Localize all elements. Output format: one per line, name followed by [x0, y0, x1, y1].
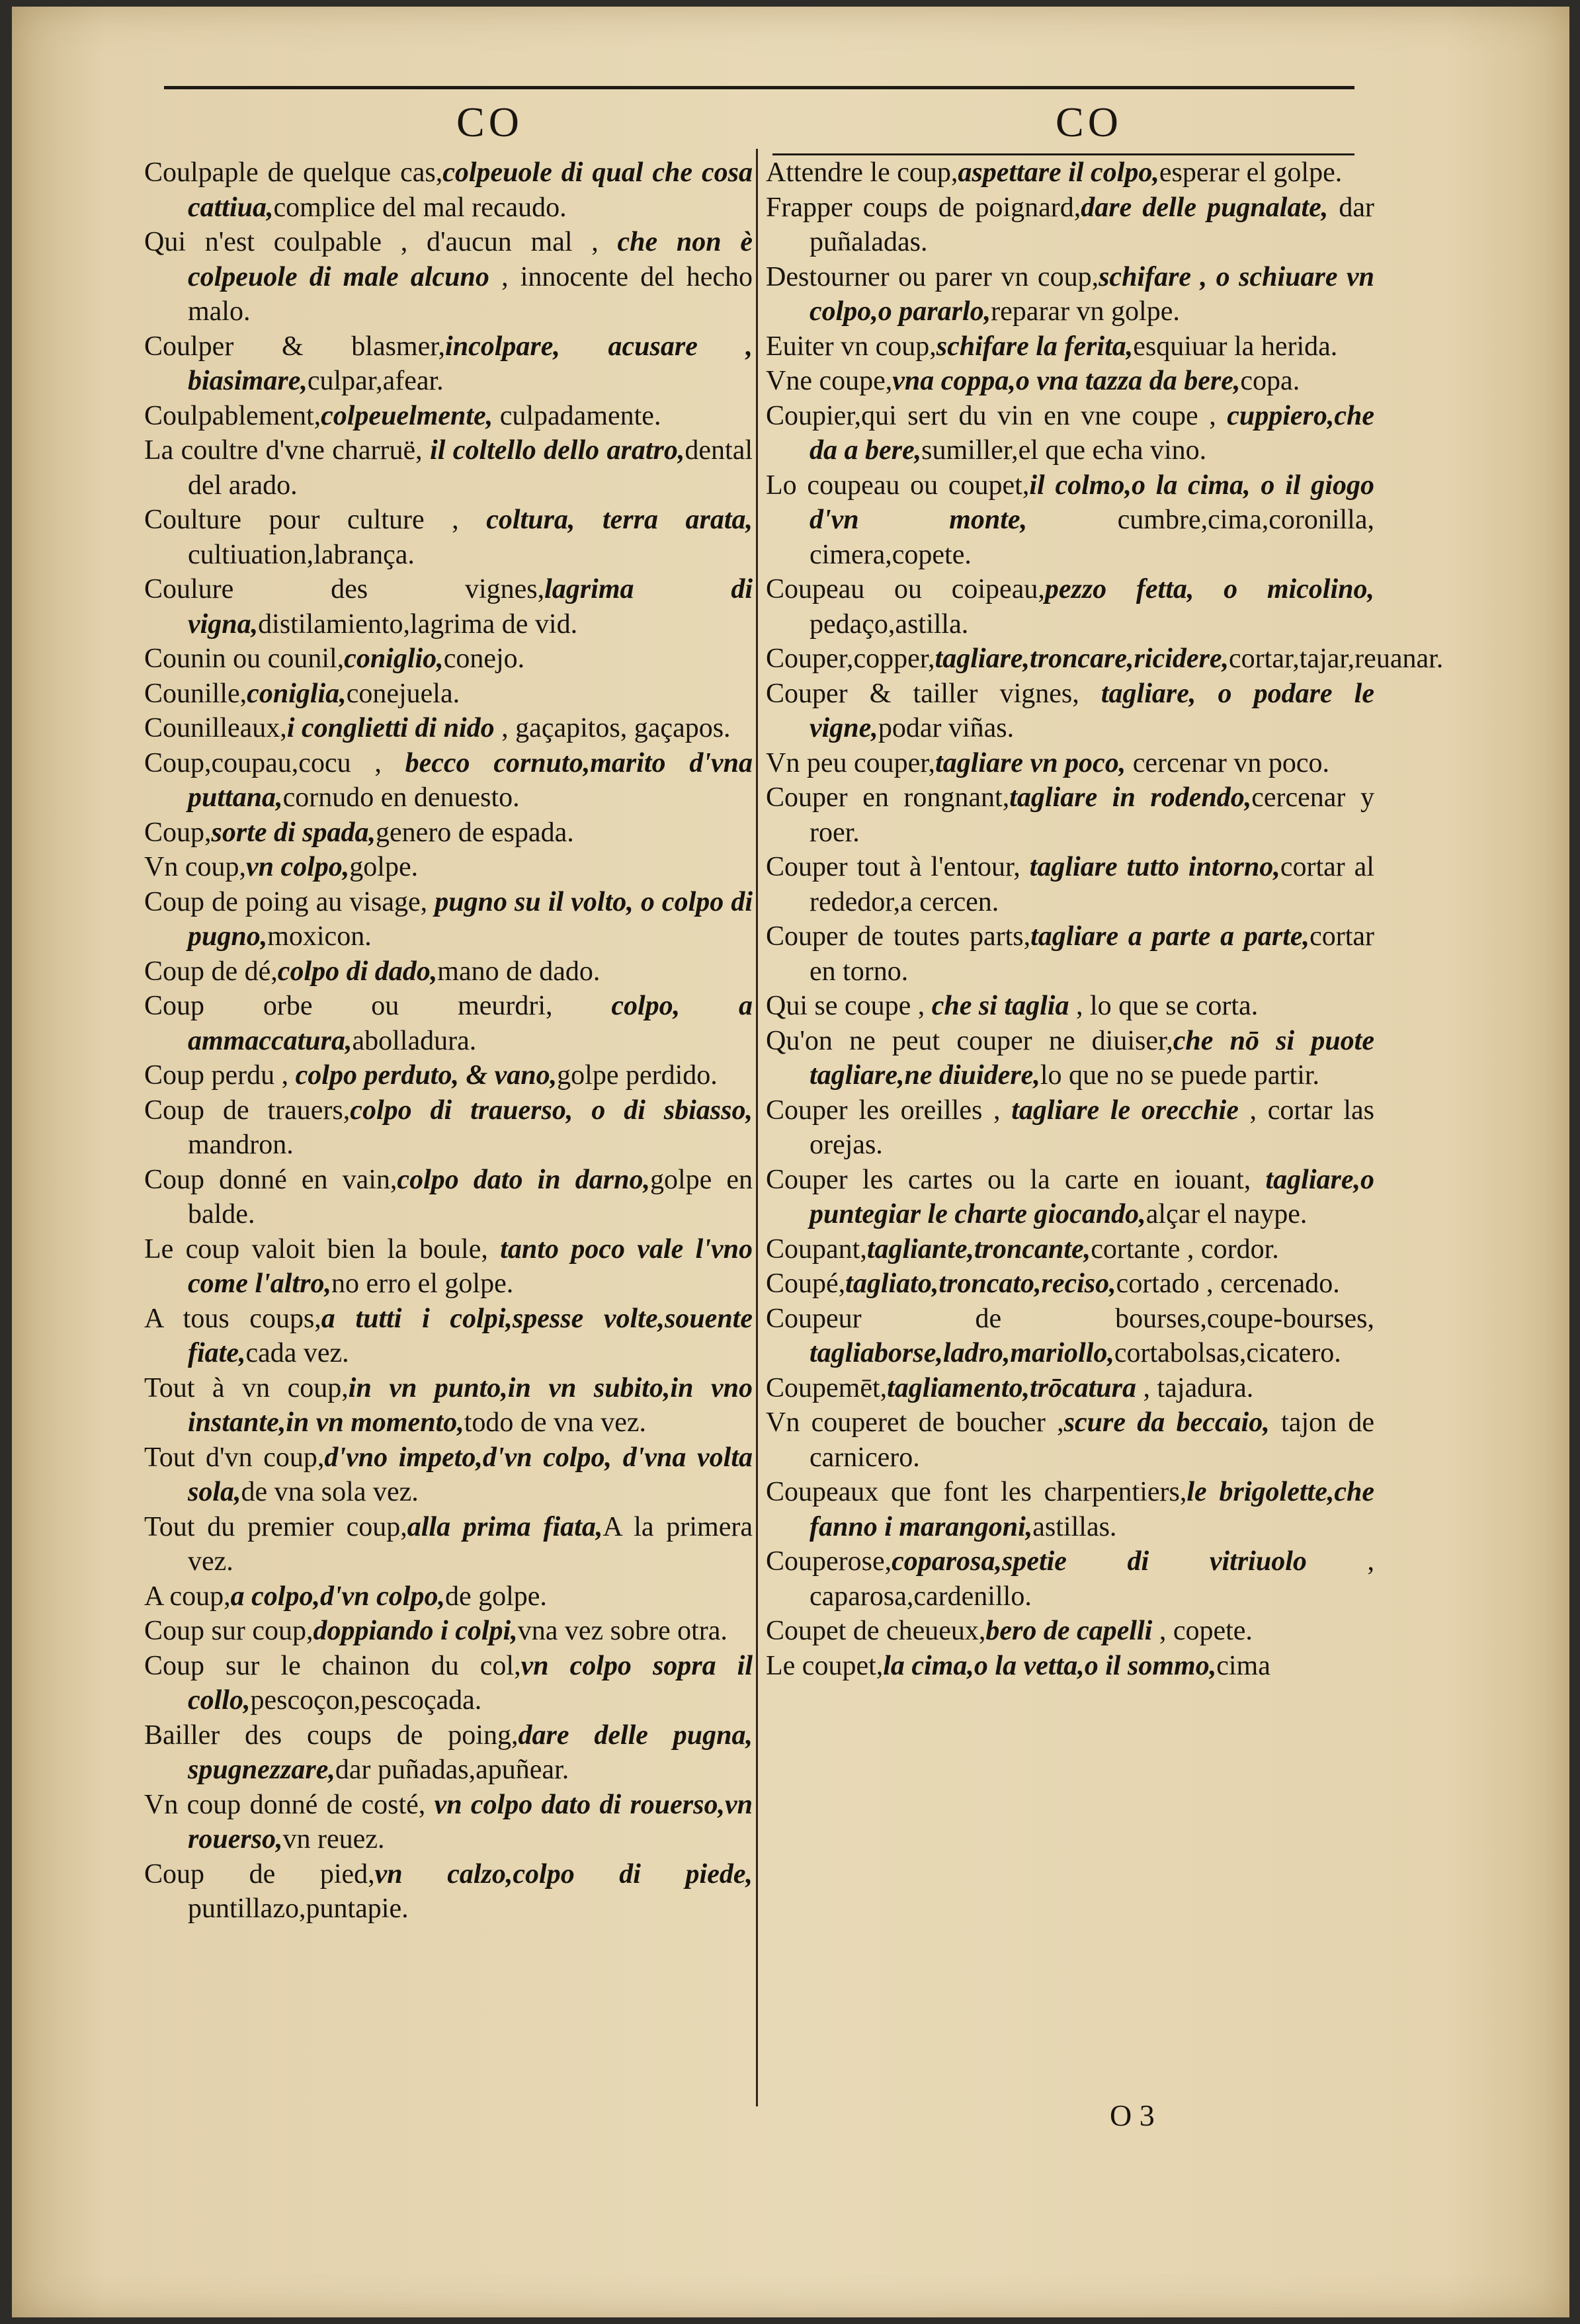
- dictionary-entry: [144, 225, 753, 329]
- entry-spanish: conejo.: [443, 643, 525, 674]
- entry-spanish: todo de vna vez.: [464, 1407, 646, 1438]
- dictionary-entry: [144, 1788, 753, 1857]
- entry-spanish: vna vez sobre otra.: [517, 1616, 728, 1646]
- entry-italian: cuppiero,che da a bere,: [810, 400, 1374, 466]
- entry-spanish: dar puñaladas.: [810, 192, 1374, 257]
- entry-italian: tagliaborse,ladro,mariollo,: [810, 1338, 1114, 1368]
- entry-italian: il coltello dello aratro,: [430, 435, 685, 466]
- running-head-right: CO: [1056, 99, 1122, 145]
- entry-spanish: dar puñadas,apuñear.: [335, 1755, 569, 1785]
- entry-italian: tagliare vn poco,: [935, 747, 1126, 778]
- entry-italian: colpeuole di qual che cosa cattiua,: [188, 157, 753, 223]
- entry-spanish: cercenar y roer.: [810, 782, 1374, 848]
- entry-italian: incolpare, acusare , biasimare,: [188, 331, 753, 396]
- entry-headword: Counin ou counil,: [144, 643, 345, 674]
- entry-italian: d'vno impeto,d'vn colpo, d'vna volta sola,: [188, 1442, 753, 1507]
- entry-headword: Vn coup,: [144, 852, 246, 882]
- entry-spanish: de golpe.: [444, 1581, 547, 1612]
- entry-spanish: moxicon.: [267, 921, 372, 952]
- dictionary-entry: [766, 642, 1444, 677]
- entry-italian: pezzo fetta, o micolino,: [1044, 574, 1374, 604]
- dictionary-entry: [766, 1544, 1374, 1614]
- entry-spanish: golpe perdido.: [557, 1060, 718, 1091]
- entry-spanish: alçar el naype.: [1145, 1199, 1308, 1229]
- entry-headword: Coup de poing au visage,: [144, 886, 435, 917]
- entry-italian: vn calzo,colpo di piede,: [374, 1858, 753, 1889]
- entry-spanish: culpadamente.: [493, 400, 661, 431]
- entry-headword: Coup sur coup,: [144, 1616, 313, 1646]
- entry-italian: schifare la ferita,: [936, 331, 1134, 362]
- dictionary-entry: [144, 1163, 753, 1232]
- dictionary-entry: [766, 1405, 1374, 1475]
- left-column: [144, 155, 753, 1927]
- entry-headword: Coulure des vignes,: [144, 574, 545, 604]
- entry-headword: Coupeur de bourses,coupe-bourses,: [766, 1303, 1374, 1334]
- entry-spanish: cima: [1216, 1650, 1270, 1681]
- entry-italian: vn colpo sopra il collo,: [188, 1650, 753, 1716]
- entry-italian: alla prima fiata,: [407, 1511, 603, 1542]
- entry-italian: tanto poco vale l'vno come l'altro,: [188, 1233, 753, 1299]
- right-column: [766, 155, 1444, 1683]
- entry-headword: Counilleaux,: [144, 713, 287, 743]
- entry-headword: Coup perdu ,: [144, 1060, 296, 1091]
- entry-spanish: , innocente del hecho malo.: [188, 261, 753, 327]
- entry-headword: Vne coupe,: [766, 366, 893, 396]
- dictionary-entry: [766, 1649, 1374, 1684]
- entry-italian: tagliante,troncante,: [866, 1233, 1091, 1265]
- dictionary-entry: [766, 1266, 1374, 1302]
- dictionary-entry: [144, 1649, 753, 1718]
- entry-spanish: copa.: [1240, 366, 1300, 396]
- entry-spanish: cortar,tajar,reuanar.: [1229, 643, 1444, 674]
- dictionary-entry: [766, 780, 1374, 850]
- entry-spanish: distilamiento,lagrima de vid.: [258, 608, 578, 640]
- entry-spanish: mandron.: [188, 1130, 294, 1160]
- entry-italian: dare delle pugnalate,: [1081, 192, 1329, 223]
- entry-headword: Coulper & blasmer,: [144, 331, 446, 362]
- dictionary-entry: [144, 1058, 753, 1093]
- entry-headword: Coulpablement,: [144, 400, 321, 431]
- dictionary-entry: [144, 1718, 753, 1788]
- entry-headword: Couper de toutes parts,: [766, 921, 1031, 952]
- dictionary-entry: [766, 1163, 1374, 1232]
- entry-italian: colpo di trauerso, o di sbiasso,: [350, 1095, 753, 1126]
- dictionary-entry: [144, 989, 753, 1058]
- entry-italian: coniglia,: [247, 678, 347, 709]
- entry-spanish: golpe en balde.: [188, 1164, 753, 1229]
- dictionary-entry: [144, 850, 753, 885]
- entry-spanish: complice del mal recaudo.: [273, 192, 567, 223]
- entry-headword: Coup de pied,: [144, 1858, 375, 1889]
- entry-spanish: no erro el golpe.: [331, 1268, 514, 1299]
- dictionary-entry: [766, 850, 1374, 919]
- entry-headword: La coultre d'vne charruë,: [144, 435, 431, 466]
- dictionary-entry: [144, 815, 753, 851]
- entry-headword: Vn coup donné de costé,: [144, 1789, 435, 1820]
- dictionary-entry: [144, 1614, 753, 1649]
- entry-headword: Coupet de cheueux,: [766, 1616, 986, 1646]
- entry-headword: Euiter vn coup,: [766, 331, 936, 362]
- dictionary-entry: [144, 503, 753, 572]
- dictionary-entry: [144, 329, 753, 399]
- entry-headword: Destourner ou parer vn coup,: [766, 261, 1099, 292]
- entry-spanish: esquiuar la herida.: [1133, 331, 1338, 362]
- entry-spanish: cada vez.: [245, 1338, 349, 1368]
- dictionary-entry: [766, 746, 1374, 781]
- entry-headword: Coupeau ou coipeau,: [766, 574, 1045, 604]
- dictionary-entry: [766, 1024, 1374, 1093]
- book-page: [12, 7, 1569, 2317]
- entry-italian: pugno su il volto, o colpo di pugno,: [188, 886, 753, 952]
- entry-spanish: golpe.: [349, 852, 419, 882]
- entry-spanish: vn reuez.: [282, 1824, 385, 1854]
- entry-italian: schifare , o schiuare vn colpo,o pararlo,: [810, 261, 1374, 327]
- entry-spanish: genero de espada.: [376, 817, 574, 848]
- dictionary-entry: [766, 1232, 1374, 1267]
- dictionary-entry: [766, 1614, 1374, 1649]
- entry-italian: tagliare le orecchie: [1011, 1095, 1239, 1126]
- entry-headword: Frapper coups de poignard,: [766, 192, 1081, 223]
- dictionary-entry: [144, 711, 753, 746]
- column-divider: [756, 149, 758, 2106]
- dictionary-entry: [144, 1302, 753, 1371]
- entry-headword: Coupeaux que font les charpentiers,: [766, 1477, 1187, 1507]
- dictionary-entry: [766, 468, 1374, 573]
- entry-spanish: cumbre,cima,coronilla, cimera,copete.: [810, 505, 1374, 570]
- entry-headword: Vn couperet de boucher ,: [766, 1407, 1064, 1438]
- entry-headword: Lo coupeau ou coupet,: [766, 470, 1030, 501]
- entry-italian: dare delle pugna, spugnezzare,: [188, 1720, 753, 1785]
- entry-italian: a colpo,d'vn colpo,: [230, 1581, 445, 1612]
- entry-headword: Coup sur le chainon du col,: [144, 1650, 521, 1681]
- dictionary-entry: [144, 1440, 753, 1510]
- entry-headword: Le coup valoit bien la boule,: [144, 1233, 501, 1265]
- entry-italian: doppiando i colpi,: [313, 1616, 518, 1646]
- entry-italian: bero de capelli: [985, 1616, 1153, 1646]
- entry-headword: Tout du premier coup,: [144, 1511, 407, 1542]
- dictionary-entry: [766, 329, 1374, 364]
- entry-spanish: astillas.: [1032, 1511, 1117, 1542]
- entry-italian: scure da beccaio,: [1063, 1407, 1270, 1438]
- dictionary-entry: [144, 433, 753, 503]
- entry-italian: colpo di dado,: [277, 956, 438, 987]
- entry-spanish: mano de dado.: [437, 956, 601, 987]
- dictionary-entry: [766, 399, 1374, 468]
- entry-italian: tagliare,o puntegiar le charte giocando,: [810, 1164, 1374, 1229]
- entry-italian: coniglio,: [344, 643, 444, 674]
- entry-spanish: cortar al rededor,a cercen.: [810, 852, 1374, 917]
- entry-headword: Couper en rongnant,: [766, 782, 1010, 813]
- entry-headword: Couper,copper,: [766, 643, 935, 674]
- dictionary-entry: [144, 954, 753, 989]
- entry-italian: tagliare tutto intorno,: [1029, 852, 1280, 882]
- entry-headword: Coupant,: [766, 1233, 867, 1265]
- dictionary-entry: [144, 399, 753, 434]
- entry-headword: Couperose,: [766, 1546, 892, 1577]
- entry-italian: coparosa,spetie di vitriuolo: [892, 1546, 1307, 1577]
- entry-headword: Coup orbe ou meurdri,: [144, 991, 612, 1021]
- entry-italian: becco cornuto,marito d'vna puttana,: [188, 747, 753, 813]
- entry-spanish: pedaço,astilla.: [810, 608, 969, 640]
- entry-italian: i conglietti di nido: [286, 713, 495, 743]
- entry-spanish: , cortar las orejas.: [810, 1095, 1375, 1160]
- entry-spanish: culpar,afear.: [307, 366, 444, 396]
- header-rule: [164, 86, 1354, 89]
- entry-spanish: cultiuation,labrança.: [188, 539, 415, 570]
- entry-headword: Tout d'vn coup,: [144, 1442, 325, 1473]
- entry-headword: Coupier,qui sert du vin en vne coupe ,: [766, 400, 1227, 431]
- entry-headword: A tous coups,: [144, 1303, 321, 1334]
- entry-spanish: puntillazo,puntapie.: [188, 1893, 409, 1924]
- entry-italian: in vn punto,in vn subito,in vno instante,in vn momento,: [188, 1372, 753, 1438]
- entry-italian: lagrima di vigna,: [188, 574, 753, 640]
- entry-spanish: cortado , cercenado.: [1116, 1268, 1340, 1299]
- entry-headword: Coupé,: [766, 1268, 846, 1299]
- entry-headword: Couper les oreilles ,: [766, 1095, 1012, 1126]
- entry-headword: Coup,: [144, 817, 212, 848]
- entry-headword: Couper les cartes ou la carte en iouant,: [766, 1164, 1266, 1195]
- dictionary-entry: [766, 989, 1374, 1024]
- entry-spanish: , lo que se corta.: [1069, 991, 1259, 1021]
- dictionary-entry: [766, 1302, 1374, 1371]
- entry-italian: tagliare in rodendo,: [1009, 782, 1252, 813]
- dictionary-entry: [766, 1371, 1374, 1406]
- entry-spanish: esperar el golpe.: [1159, 157, 1343, 188]
- entry-headword: Coulpaple de quelque cas,: [144, 157, 443, 188]
- entry-italian: aspettare il colpo,: [958, 157, 1159, 188]
- entry-headword: Coupemēt,: [766, 1372, 888, 1403]
- entry-headword: Coulture pour culture ,: [144, 505, 487, 535]
- entry-headword: Coup,coupau,cocu ,: [144, 747, 405, 778]
- entry-spanish: pescoçon,pescoçada.: [250, 1685, 482, 1716]
- dictionary-entry: [766, 919, 1374, 989]
- entry-headword: Couper & tailler vignes,: [766, 678, 1101, 709]
- dictionary-entry: [766, 190, 1374, 260]
- entry-headword: Coup de dé,: [144, 956, 278, 987]
- entry-headword: Vn peu couper,: [766, 747, 936, 778]
- dictionary-entry: [144, 885, 753, 954]
- dictionary-entry: [144, 642, 753, 677]
- entry-italian: colpo dato in darno,: [397, 1164, 650, 1195]
- entry-headword: Coup donné en vain,: [144, 1164, 397, 1195]
- entry-headword: Le coupet,: [766, 1650, 884, 1681]
- dictionary-entry: [766, 677, 1374, 746]
- entry-spanish: de vna sola vez.: [241, 1477, 419, 1507]
- entry-italian: che si taglia: [931, 991, 1069, 1021]
- dictionary-entry: [144, 1579, 753, 1614]
- entry-spanish: podar viñas.: [878, 713, 1015, 743]
- entry-spanish: A la primera vez.: [188, 1511, 753, 1577]
- entry-spanish: reparar vn golpe.: [991, 296, 1180, 327]
- dictionary-entry: [766, 1093, 1374, 1163]
- entry-spanish: cortar en torno.: [810, 921, 1374, 987]
- entry-italian: coltura, terra arata,: [486, 505, 753, 535]
- entry-italian: vn colpo,: [245, 852, 350, 882]
- dictionary-entry: [144, 1857, 753, 1927]
- dictionary-entry: [144, 746, 753, 815]
- entry-spanish: , gaçapitos, gaçapos.: [494, 713, 731, 743]
- entry-italian: che non è colpeuole di male alcuno: [188, 227, 753, 292]
- dictionary-entry: [766, 260, 1374, 329]
- entry-spanish: lo que no se puede partir.: [1040, 1060, 1320, 1091]
- entry-headword: Bailler des coups de poing,: [144, 1720, 519, 1751]
- dictionary-entry: [766, 155, 1374, 190]
- entry-spanish: conejuela.: [346, 678, 460, 709]
- entry-spanish: cornudo en denuesto.: [282, 782, 520, 813]
- entry-italian: tagliare, o podare le vigne,: [810, 678, 1374, 743]
- dictionary-entry: [144, 572, 753, 642]
- entry-italian: a tutti i colpi,spesse volte,souente fiate,: [188, 1303, 753, 1368]
- entry-spanish: cercenar vn poco.: [1126, 747, 1330, 778]
- entry-italian: che nō si puote tagliare,ne diuidere,: [810, 1025, 1374, 1091]
- entry-italian: la cima,o la vetta,o il sommo,: [883, 1650, 1217, 1681]
- signature-mark: O 3: [1110, 2098, 1155, 2132]
- entry-headword: Qu'on ne peut couper ne diuiser,: [766, 1025, 1173, 1056]
- entry-italian: vna coppa,o vna tazza da bere,: [892, 366, 1241, 396]
- entry-spanish: , caparosa,cardenillo.: [810, 1546, 1374, 1612]
- entry-italian: tagliato,troncato,reciso,: [845, 1268, 1116, 1299]
- entry-spanish: cortabolsas,cicatero.: [1114, 1338, 1341, 1368]
- dictionary-entry: [766, 572, 1374, 642]
- entry-spanish: , tajadura.: [1136, 1372, 1254, 1403]
- dictionary-entry: [144, 677, 753, 712]
- entry-italian: colpo perduto, & vano,: [295, 1060, 558, 1091]
- entry-italian: colpo, a ammaccatura,: [188, 991, 753, 1056]
- entry-italian: sorte di spada,: [211, 817, 376, 848]
- entry-spanish: abolladura.: [352, 1025, 477, 1056]
- entry-italian: tagliare a parte a parte,: [1030, 921, 1310, 952]
- dictionary-entry: [766, 364, 1374, 399]
- entry-headword: Attendre le coup,: [766, 157, 958, 188]
- entry-spanish: tajon de carnicero.: [810, 1407, 1374, 1473]
- entry-italian: il colmo,o la cima, o il giogo d'vn monte,: [810, 470, 1374, 535]
- entry-headword: A coup,: [144, 1581, 231, 1612]
- entry-headword: Counille,: [144, 678, 247, 709]
- entry-headword: Qui se coupe ,: [766, 991, 932, 1021]
- entry-italian: vn colpo dato di rouerso,vn rouerso,: [188, 1789, 753, 1854]
- entry-italian: tagliare,troncare,ricidere,: [935, 643, 1229, 674]
- entry-spanish: , copete.: [1152, 1616, 1253, 1646]
- entry-headword: Tout à vn coup,: [144, 1372, 349, 1403]
- entry-headword: Coup de trauers,: [144, 1095, 351, 1126]
- entry-spanish: cortante , cordor.: [1091, 1233, 1279, 1265]
- running-head-left: CO: [456, 99, 523, 145]
- dictionary-entry: [144, 1093, 753, 1163]
- entry-spanish: dental del arado.: [188, 435, 753, 501]
- entry-italian: colpeuelmente,: [321, 400, 493, 431]
- entry-headword: Couper tout à l'entour,: [766, 852, 1030, 882]
- dictionary-entry: [144, 155, 753, 225]
- dictionary-entry: [144, 1232, 753, 1302]
- dictionary-entry: [144, 1371, 753, 1440]
- entry-headword: Qui n'est coulpable , d'aucun mal ,: [144, 227, 618, 257]
- dictionary-entry: [766, 1475, 1374, 1544]
- entry-italian: le brigolette,che fanno i marangoni,: [810, 1477, 1374, 1542]
- dictionary-entry: [144, 1510, 753, 1579]
- entry-italian: tagliamento,trōcatura: [887, 1372, 1137, 1403]
- entry-spanish: sumiller,el que echa vino.: [921, 435, 1207, 466]
